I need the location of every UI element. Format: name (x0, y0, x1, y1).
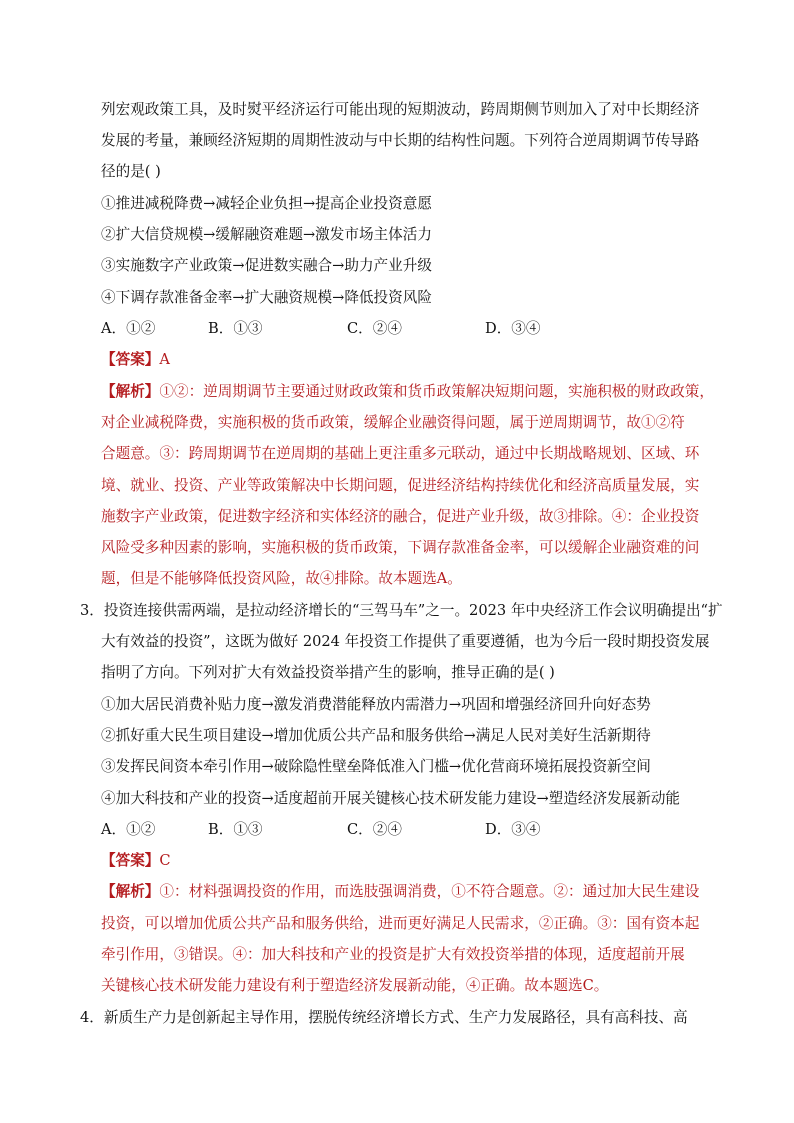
analysis-tag: 【解析】 (101, 383, 160, 400)
option-b: B．①③ (208, 821, 263, 838)
answer-value: C (159, 852, 171, 869)
option-a: A．①② (101, 821, 156, 838)
analysis-line (101, 382, 714, 402)
option-b: B．①③ (208, 320, 263, 337)
statement-item: ①加大居民消费补贴力度→激发消费潜能释放内需潜力→巩固和增强经济回升向好态势 (101, 696, 651, 713)
analysis-line: 境、就业、投资、产业等政策解决中长期问题，促进经济结构持续优化和经济高质量发展，实 (101, 477, 700, 494)
analysis-line: 合题意。③：跨周期调节在逆周期的基础上更注重多元联动，通过中长期战略规划、区域、环 (101, 445, 700, 462)
q3-stem-line: 3．投资连接供需两端，是拉动经济增长的“三驾马车”之一。2023 年中央经济工作会议明确提出“扩 (80, 602, 723, 619)
option-d: D．③④ (485, 821, 541, 838)
analysis-line: 牵引作用，③错误。④：加大科技和产业的投资是扩大有效投资举措的体现，适度超前开展 (101, 946, 685, 963)
statement-item: ③实施数字产业政策→促进数实融合→助力产业升级 (101, 257, 432, 274)
option-a: A．①② (101, 320, 156, 337)
analysis-line: 风险受多种因素的影响，实施积极的货币政策，下调存款准备金率，可以缓解企业融资难的问 (101, 539, 700, 556)
q2-answer (101, 350, 170, 370)
analysis-text: ①②：逆周期调节主要通过财政政策和货币政策解决短期问题，实施积极的财政政策， (159, 383, 714, 400)
analysis-line: 关键核心技术研发能力建设有利于塑造经济发展新动能，④正确。故本题选C。 (101, 977, 609, 994)
answer-tag: 【答案】 (101, 852, 160, 869)
option-d: D．③④ (485, 320, 541, 337)
answer-value: A (159, 351, 170, 368)
analysis-line: 题，但是不能够降低投资风险，故④排除。故本题选A。 (101, 570, 462, 587)
statement-item: ②抓好重大民生项目建设→增加优质公共产品和服务供给→满足人民对美好生活新期待 (101, 727, 651, 744)
q2-stem-line: 列宏观政策工具，及时熨平经济运行可能出现的短期波动，跨周期侧节则加入了对中长期经济 (101, 101, 700, 118)
statement-item: ①推进减税降费→减轻企业负担→提高企业投资意愿 (101, 195, 432, 212)
q2-stem-line: 径的是( ) (101, 163, 161, 180)
q3-stem-line: 指明了方向。下列对扩大有效益投资举措产生的影响，推导正确的是( ) (101, 664, 555, 681)
analysis-line: 施数字产业政策，促进数字经济和实体经济的融合，促进产业升级，故③排除。④：企业投资 (101, 508, 700, 525)
option-c: C．②④ (347, 320, 402, 337)
q3-answer (101, 851, 171, 871)
q4-stem-line: 4．新质生产力是创新起主导作用，摆脱传统经济增长方式、生产力发展路径，具有高科技、高 (80, 1009, 688, 1026)
statement-item: ④加大科技和产业的投资→适度超前开展关键核心技术研发能力建设→塑造经济发展新动能 (101, 790, 681, 807)
q2-stem-line: 发展的考量，兼顾经济短期的周期性波动与中长期的结构性问题。下列符合逆周期调节传导路 (101, 132, 700, 149)
analysis-line: 投资，可以增加优质公共产品和服务供给，进而更好满足人民需求，②正确。③：国有资本起 (101, 915, 700, 932)
q3-stem-line: 大有效益的投资”，这既为做好 2024 年投资工作提供了重要遵循，也为今后一段时期投资发展 (101, 633, 710, 650)
statement-item: ③发挥民间资本牵引作用→破除隐性壁垒降低准入门槛→优化营商环境拓展投资新空间 (101, 758, 651, 775)
statement-item: ②扩大信贷规模→缓解融资难题→激发市场主体活力 (101, 226, 432, 243)
analysis-tag: 【解析】 (101, 883, 160, 900)
statement-item: ④下调存款准备金率→扩大融资规模→降低投资风险 (101, 289, 432, 306)
analysis-line: 对企业减税降费，实施积极的货币政策，缓解企业融资得问题，属于逆周期调节，故①②符 (101, 414, 685, 431)
analysis-line (101, 882, 699, 902)
analysis-text: ①：材料强调投资的作用，而选肢强调消费，①不符合题意。②：通过加大民生建设 (159, 883, 700, 900)
answer-tag: 【答案】 (101, 351, 160, 368)
option-c: C．②④ (347, 821, 402, 838)
